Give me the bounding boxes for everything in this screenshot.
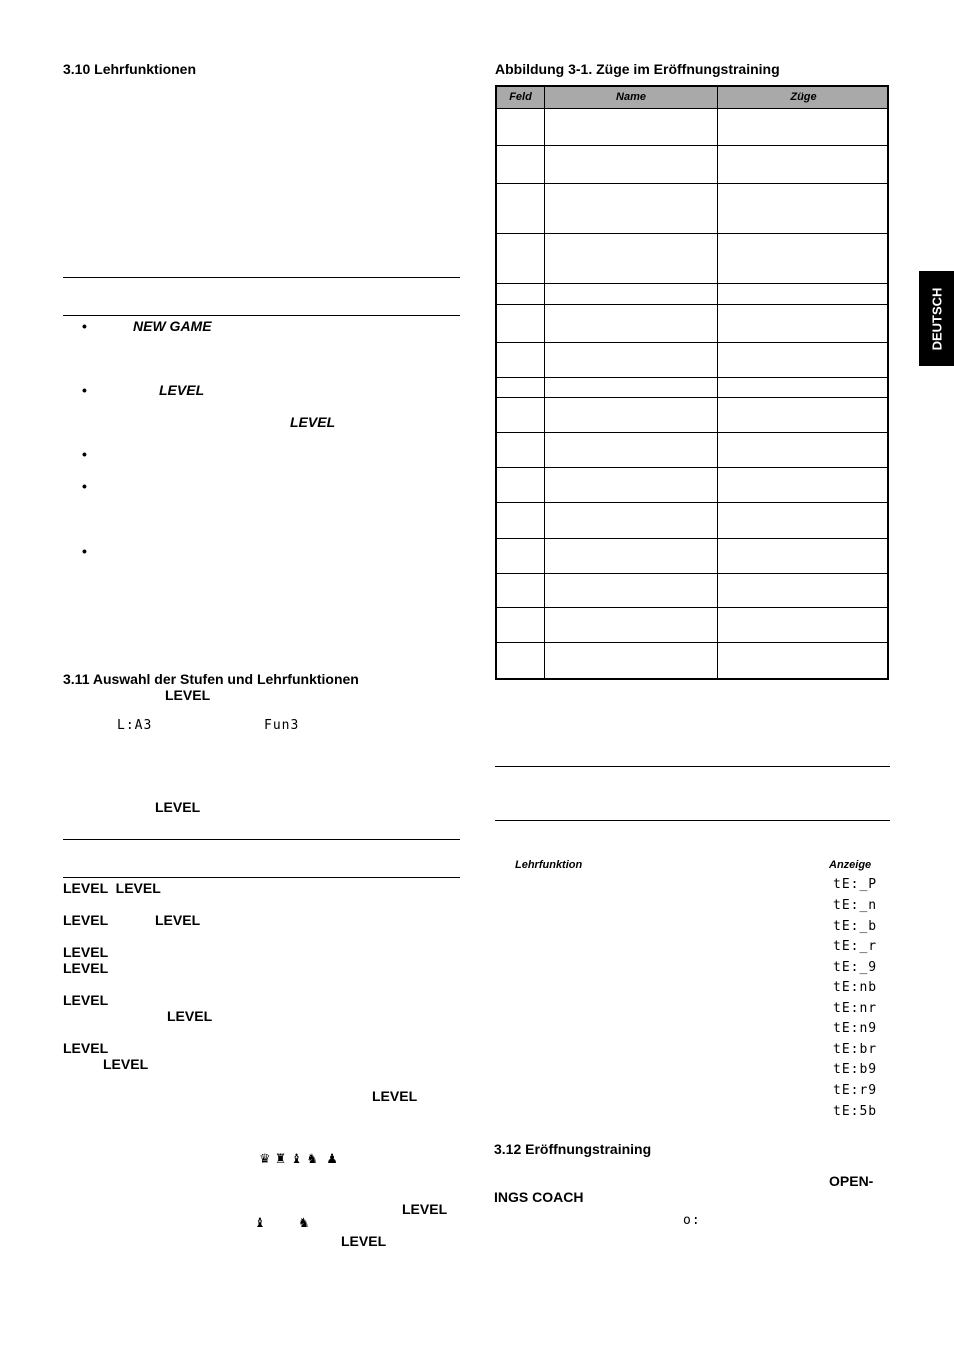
- table-row-divider: [497, 467, 887, 468]
- divider: [495, 820, 890, 821]
- level-key: LEVEL: [341, 1233, 387, 1249]
- bullet: •: [82, 318, 87, 334]
- lcd-display-level: L:A3: [117, 718, 153, 733]
- level-key: LEVEL: [402, 1201, 448, 1217]
- lcd-display: tE:_b: [833, 919, 878, 934]
- divider: [63, 315, 460, 316]
- lcd-display: tE:b9: [833, 1062, 878, 1077]
- openings-coach-key: INGS COACH: [494, 1189, 584, 1205]
- lcd-display: tE:5b: [833, 1104, 878, 1119]
- table-row-divider: [497, 397, 887, 398]
- knight-icon: ♞: [298, 1216, 310, 1231]
- bullet: •: [82, 382, 87, 398]
- table-row-divider: [497, 233, 887, 234]
- level-key: LEVEL: [165, 687, 211, 703]
- level-key: LEVEL: [155, 799, 201, 815]
- divider: [63, 277, 460, 278]
- language-tab-label: DEUTSCH: [929, 287, 944, 350]
- header-zuege: Züge: [790, 91, 817, 103]
- figure-title: Abbildung 3-1. Züge im Eröffnungstraining: [495, 61, 780, 77]
- level-key: LEVEL: [63, 912, 109, 928]
- divider: [63, 877, 460, 878]
- level-key: LEVEL: [372, 1088, 418, 1104]
- lcd-display: tE:r9: [833, 1083, 878, 1098]
- table-row-divider: [497, 377, 887, 378]
- column-divider: [544, 87, 545, 678]
- table-row-divider: [497, 432, 887, 433]
- header-name: Name: [616, 91, 646, 103]
- level-level-keys: LEVEL LEVEL: [63, 880, 161, 896]
- lcd-display-fun: Fun3: [264, 718, 300, 733]
- table-row-divider: [497, 573, 887, 574]
- level-key: LEVEL: [155, 912, 201, 928]
- lcd-display-opening: o:: [683, 1213, 701, 1228]
- anzeige-header: Anzeige: [829, 859, 872, 871]
- lcd-display: tE:_9: [833, 960, 878, 975]
- header-feld: Feld: [509, 91, 532, 103]
- table-row-divider: [497, 538, 887, 539]
- lcd-display: tE:_n: [833, 898, 878, 913]
- opening-moves-table: [495, 85, 889, 680]
- new-game-key: NEW GAME: [133, 318, 212, 334]
- level-key: LEVEL: [103, 1056, 149, 1072]
- level-key: LEVEL: [63, 992, 109, 1008]
- chess-pieces-icon: ♛ ♜ ♝ ♞ ♟: [259, 1152, 338, 1167]
- table-row-divider: [497, 642, 887, 643]
- level-key: LEVEL: [63, 960, 109, 976]
- lcd-display: tE:n9: [833, 1021, 878, 1036]
- level-key: LEVEL: [290, 414, 336, 430]
- table-row-divider: [497, 183, 887, 184]
- section-3-11-heading: 3.11 Auswahl der Stufen und Lehrfunktionen: [63, 671, 359, 687]
- divider: [495, 766, 890, 767]
- bullet: •: [82, 446, 87, 462]
- level-key: LEVEL: [63, 1040, 109, 1056]
- table-row-divider: [497, 283, 887, 284]
- table-row-divider: [497, 342, 887, 343]
- lcd-display: tE:nr: [833, 1001, 878, 1016]
- level-key: LEVEL: [159, 382, 205, 398]
- lcd-display: tE:nb: [833, 980, 878, 995]
- level-key: LEVEL: [167, 1008, 213, 1024]
- language-tab: [919, 271, 954, 366]
- table-row-divider: [497, 145, 887, 146]
- bullet: •: [82, 543, 87, 559]
- table-row-divider: [497, 607, 887, 608]
- openings-coach-key: OPEN-: [829, 1173, 874, 1189]
- bullet: •: [82, 478, 87, 494]
- column-divider: [717, 87, 718, 678]
- level-key: LEVEL: [63, 944, 109, 960]
- section-3-12-heading: 3.12 Eröffnungstraining: [494, 1141, 652, 1157]
- lcd-display: tE:_P: [833, 877, 878, 892]
- lehrfunktion-header: Lehrfunktion: [515, 859, 583, 871]
- lcd-display: tE:br: [833, 1042, 878, 1057]
- divider: [63, 839, 460, 840]
- section-3-10-heading: 3.10 Lehrfunktionen: [63, 61, 197, 77]
- table-row-divider: [497, 304, 887, 305]
- table-row-divider: [497, 502, 887, 503]
- lcd-display: tE:_r: [833, 939, 878, 954]
- bishop-icon: ♝: [254, 1216, 266, 1231]
